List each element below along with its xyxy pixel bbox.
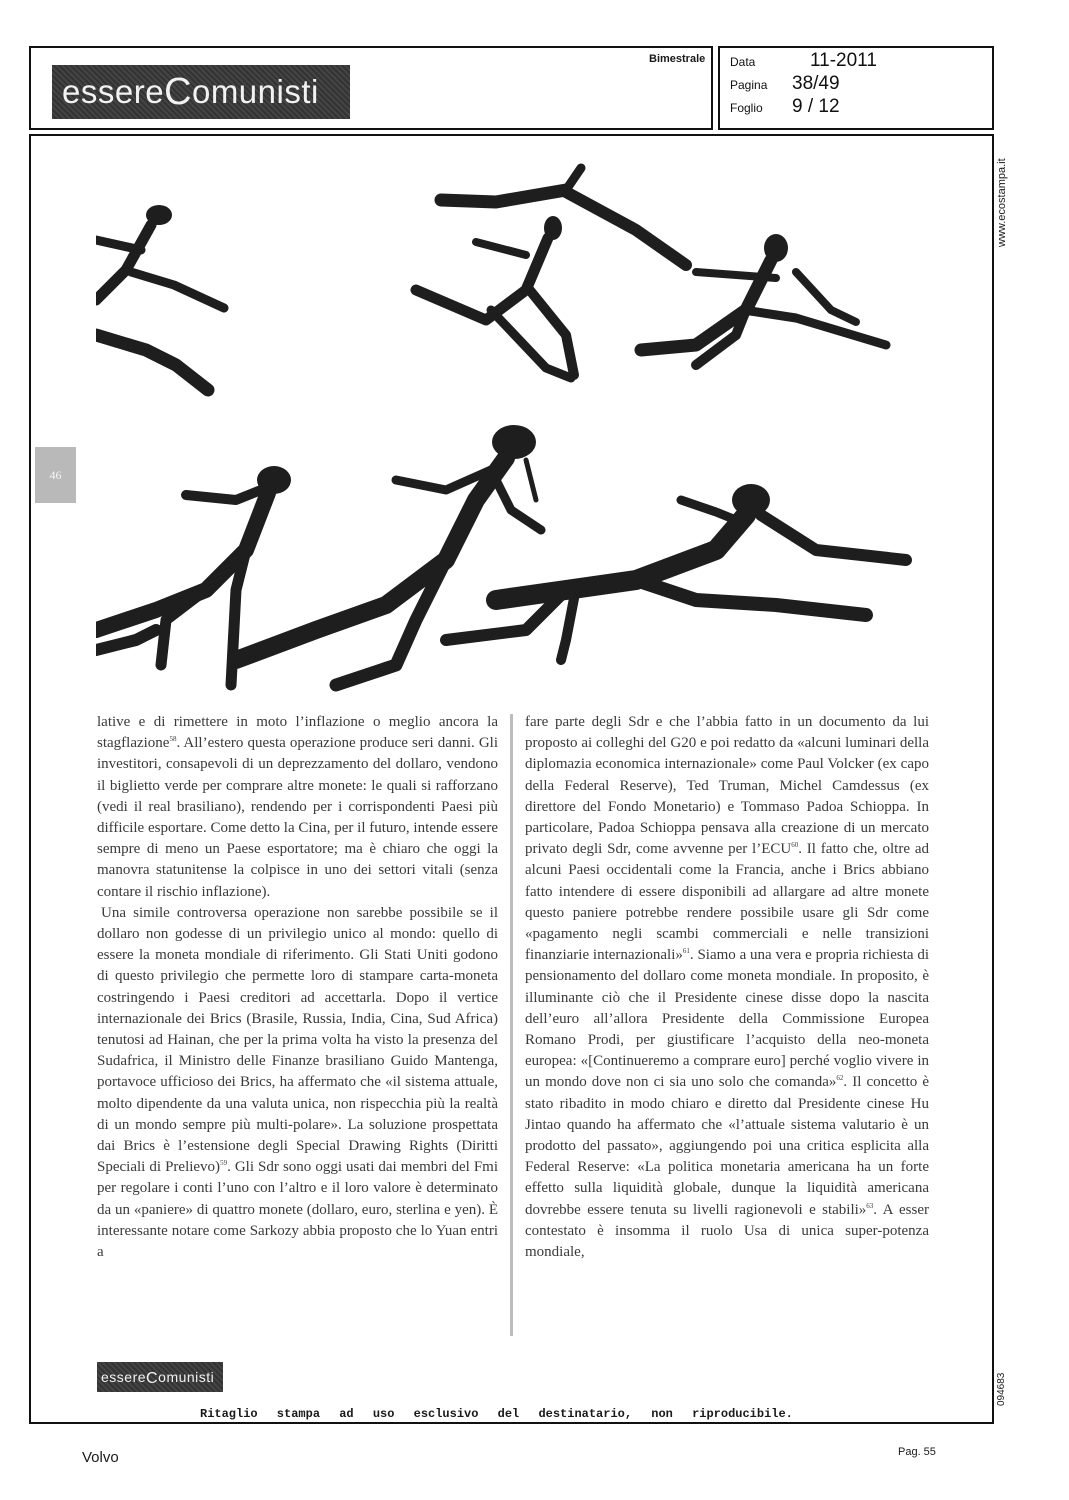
meta-label-date: Data [730, 55, 756, 69]
side-url: www.ecostampa.it [996, 158, 1008, 247]
meta-value-sheet: 9 / 12 [792, 96, 840, 117]
footnote-ref-59: 59 [220, 1159, 228, 1168]
left-text-part-1: lative e di rimettere in moto l’inflazione o meglio ancora la stagflazione [97, 714, 498, 752]
footnote-ref-60: 60 [791, 841, 799, 850]
column-divider [510, 714, 513, 1336]
footnote-ref-61: 61 [682, 947, 690, 956]
footnote-ref-63: 63 [866, 1201, 874, 1210]
figure-top-left [96, 205, 224, 390]
right-text-part-2: . Il fatto che, oltre ad alcuni Paesi occidentali come la Francia, anche i Brics abbiano fatto intendere di essere disponibili ad allargare ad altre monete questo paniere potrebbe rendere possibile usare gli Sdr come «pagamento negli scambi commerciali e nelle transizioni finanziarie internazionali» [525, 841, 929, 964]
footer-client-name: Volvo [82, 1449, 119, 1466]
article-column-right [525, 712, 929, 1263]
figure-bottom-middle [236, 425, 541, 685]
right-text-part-4: . Il concetto è stato ribadito in modo chiaro e diretto dal Presidente cinese Hu Jintao quando ha affermato che «l’attuale sistema valutario è un prodotto del passato», aggiungendo poi una critica esplicita alla Federal Reserve: «La politica monetaria americana ha un forte effetto sulla liquidità globale, dunque la liquidità americana dovrebbe essere tenuta su livelli ragionevoli e stabili» [525, 1074, 929, 1218]
publication-logo [52, 65, 350, 119]
footer-logo-prefix: essere [101, 1369, 147, 1385]
right-text-part-1: fare parte degli Sdr e che l’abbia fatto in un documento da lui proposto ai colleghi del G20 e poi redatto da «alcuni luminari della diplomazia economica internazionale» come Paul Volcker (ex capo della Federal Reserve), Ted Truman, Michel Camdessus (ex direttore del Fondo Monetario) e Tommaso Padoa Schioppa. In particolare, Padoa Schioppa pensava alla creazione di un mercato privato degli Sdr, come avvenne per l’ECU [525, 714, 929, 858]
meta-value-date: 11-2011 [810, 50, 877, 71]
meta-value-page: 38/49 [792, 73, 840, 94]
footer-logo [97, 1362, 223, 1392]
left-text-part-2: . All’estero questa operazione produce seri danni. Gli investitori, consapevoli di un deprezzamento del dollaro, vendono il biglietto verde per comprare altre monete: le quali si rafforzano (vedi il real brasiliano), rendendo per i corrispondenti Paesi più difficile esportare. Come detto la Cina, per il futuro, intende essere sempre di meno un Paese esportatore; ma è chiaro che oggi la manovra statunitense la colpisce in uno dei settori vitali (senza contare il rischio inflazione). [97, 735, 498, 900]
rock-art-figures-icon [96, 160, 926, 695]
logo-crescent-letter: C [164, 71, 192, 113]
frequency-label: Bimestrale [649, 53, 706, 65]
left-text-part-4: . Gli Sdr sono oggi usati dai membri del Fmi per regolare i conti l’uno con l’altro e il loro valore è determinato da un «paniere» di quattro monete (dollaro, euro, sterlina e yen). È interessante notare come Sarkozy abbia proposto che lo Yuan entri a [97, 1159, 499, 1261]
left-text-part-3: Una simile controversa operazione non sarebbe possibile se il dollaro non godesse di un privilegio unico al mondo: quello di essere la moneta mondiale di riferimento. Gli Stati Uniti godono di questo privilegio che permette loro di stampare carta-moneta costringendo i Paesi creditori ad accettarla. Dopo il vertice internazionale dei Brics (Brasile, Russia, India, Cina, Sud Africa) tenutosi ad Hainan, che per la prima volta ha visto la presenza del Sudafrica, il Ministro delle Finanze brasiliano Guido Mantenga, portavoce ufficioso dei Brics, ha affermato che «il sistema attuale, molto dipendente da una valuta unica, non rispecchia più la realtà di un mondo sempre più multi-polare». La soluzione prospettata dai Brics è l’estensione degli Special Drawing Rights (Diritti Speciali di Prelievo) [97, 904, 498, 1176]
footer-logo-crescent-letter: C [146, 1369, 159, 1387]
footer-logo-suffix: omunisti [158, 1369, 215, 1385]
side-code: 094683 [996, 1372, 1007, 1406]
footnote-ref-62: 62 [836, 1074, 844, 1083]
logo-prefix: essere [62, 73, 165, 110]
logo-suffix: omunisti [191, 73, 319, 110]
meta-label-page: Pagina [730, 78, 768, 92]
footnote-ref-58: 58 [169, 735, 177, 744]
right-text-part-5: . A esser contestato è insomma il ruolo Usa di unica super-potenza mondiale, [525, 1201, 929, 1261]
footer-page-number: Pag. 55 [898, 1446, 936, 1458]
disclaimer: Ritaglio stampa ad uso esclusivo del destinatario, non riproducibile. [200, 1407, 793, 1421]
article-column-left [97, 712, 498, 1263]
right-text-part-3: . Siamo a una vera e propria richiesta di pensionamento del dollaro come moneta mondiale. In proposito, è illuminante ciò che il Presidente cinese disse dopo la nascita dell’euro all’allora Presidente della Commissione Europea Romano Prodi, per giustificare l’acquisto della neo-moneta europea: «[Continueremo a comprare euro] perché voglio vivere in un mondo dove non ci sia uno solo che comanda» [525, 947, 929, 1091]
page-number-tab: 46 [35, 447, 76, 503]
meta-label-sheet: Foglio [730, 101, 763, 115]
